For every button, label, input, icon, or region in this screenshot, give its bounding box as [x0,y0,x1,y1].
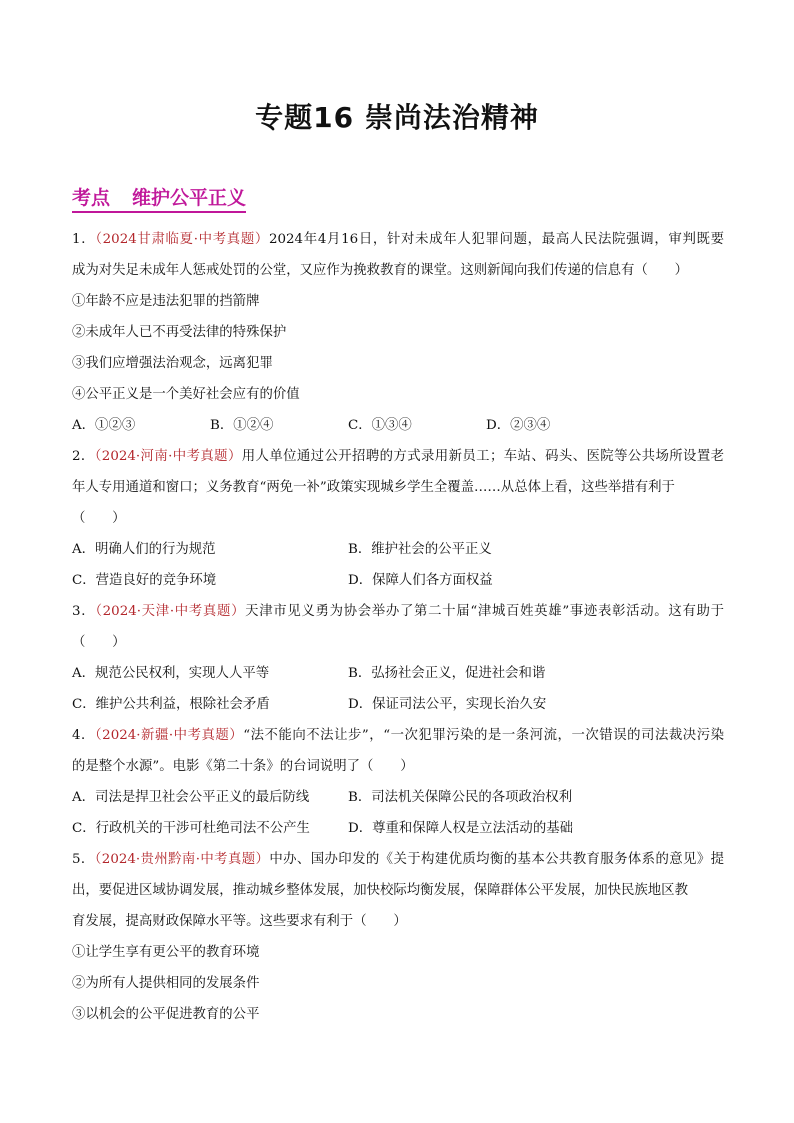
question-number: 5． [72,852,95,867]
question-2-options-row-2 [72,565,724,596]
option-c[interactable]: C．维护公共利益，根除社会矛盾 [72,697,270,712]
question-1-item-3: ③我们应增强法治观念，远离犯罪 [72,356,273,371]
question-stem: 2024年4月16日，针对未成年人犯罪问题，最高人民法院强调，审判既要 [269,232,724,247]
question-stem: “法不能向不法让步”，“一次犯罪污染的是一条河流，一次错误的司法裁决污染 [243,728,724,743]
question-4-stem-line-1 [72,720,724,751]
question-2-stem-line-3: （ ） [72,511,126,526]
question-2-options-row-1 [72,534,724,565]
section-label: 考点 [72,187,111,209]
option-d[interactable]: D．保障人们各方面权益 [348,573,493,588]
question-stem: 中办、国办印发的《关于构建优质均衡的基本公共教育服务体系的意见》提 [269,852,724,867]
option-a[interactable]: A．明确人们的行为规范 [72,542,216,557]
question-3-stem-line-1 [72,596,724,627]
option-d[interactable]: D．保证司法公平，实现长治久安 [348,697,547,712]
option-a[interactable]: A．①②③ [72,418,136,433]
question-1-options [72,410,724,441]
question-5-item-1: ①让学生享有更公平的教育环境 [72,945,260,960]
question-source: （2024·新疆·中考真题） [94,728,244,743]
section-name: 维护公平正义 [132,187,247,209]
option-c[interactable]: C．营造良好的竞争环境 [72,573,217,588]
page-title: 专题16 崇尚法治精神 [255,101,539,134]
question-1-item-2: ②未成年人已不再受法律的特殊保护 [72,325,287,340]
question-1-item-1: ①年龄不应是违法犯罪的挡箭牌 [72,294,260,309]
question-4-options-row-1 [72,782,724,813]
question-source: （2024·贵州黔南·中考真题） [94,852,270,867]
question-source: （2024·天津·中考真题） [95,604,246,619]
question-number: 2． [72,449,95,464]
option-b[interactable]: B．维护社会的公平正义 [348,542,492,557]
question-list [72,224,724,1030]
option-b[interactable]: B．①②④ [210,418,274,433]
question-5-item-2: ②为所有人提供相同的发展条件 [72,976,260,991]
question-3-stem-line-2: （ ） [72,635,126,650]
question-number: 1． [72,232,96,247]
question-4-options-row-2 [72,813,724,844]
question-1-stem-line-2: 成为对失足未成年人惩戒处罚的公堂，又应作为挽救教育的课堂。这则新闻向我们传递的信息有（ ） [72,263,688,278]
question-1-stem-line-1 [72,224,724,255]
question-5-item-3: ③以机会的公平促进教育的公平 [72,1007,260,1022]
question-5-stem-line-1 [72,844,724,875]
question-stem: 天津市见义勇为协会举办了第二十届“津城百姓英雄”事迹表彰活动。这有助于 [245,604,724,619]
option-c[interactable]: C．行政机关的干涉可杜绝司法不公产生 [72,821,310,836]
option-b[interactable]: B．弘扬社会正义，促进社会和谐 [348,666,546,681]
section-heading [72,186,246,213]
option-a[interactable]: A．规范公民权利，实现人人平等 [72,666,270,681]
question-2-stem-line-2: 年人专用通道和窗口；义务教育“两免一补”政策实现城乡学生全覆盖……从总体上看，这些举措有利于 [72,480,675,495]
question-3-options-row-2 [72,689,724,720]
question-4-stem-line-2: 的是整个水源”。电影《第二十条》的台词说明了（ ） [72,759,414,774]
question-source: （2024·河南·中考真题） [94,449,242,464]
option-c[interactable]: C．①③④ [348,418,412,433]
option-b[interactable]: B．司法机关保障公民的各项政治权利 [348,790,573,805]
option-d[interactable]: D．②③④ [486,418,551,433]
question-2-stem-line-1 [72,441,724,472]
question-number: 3． [72,604,96,619]
option-a[interactable]: A．司法是捍卫社会公平正义的最后防线 [72,790,310,805]
question-5-stem-line-3: 育发展，提高财政保障水平等。这些要求有利于（ ） [72,914,407,929]
question-3-options-row-1 [72,658,724,689]
question-5-stem-line-2: 出，要促进区域协调发展，推动城乡整体发展，加快校际均衡发展，保障群体公平发展，加快民族地区教 [72,883,688,898]
question-source: （2024甘肃临夏·中考真题） [95,232,269,247]
question-stem: 用人单位通过公开招聘的方式录用新员工；车站、码头、医院等公共场所设置老 [241,449,724,464]
option-d[interactable]: D．尊重和保障人权是立法活动的基础 [348,821,573,836]
question-1-item-4: ④公平正义是一个美好社会应有的价值 [72,387,300,402]
question-number: 4． [72,728,95,743]
